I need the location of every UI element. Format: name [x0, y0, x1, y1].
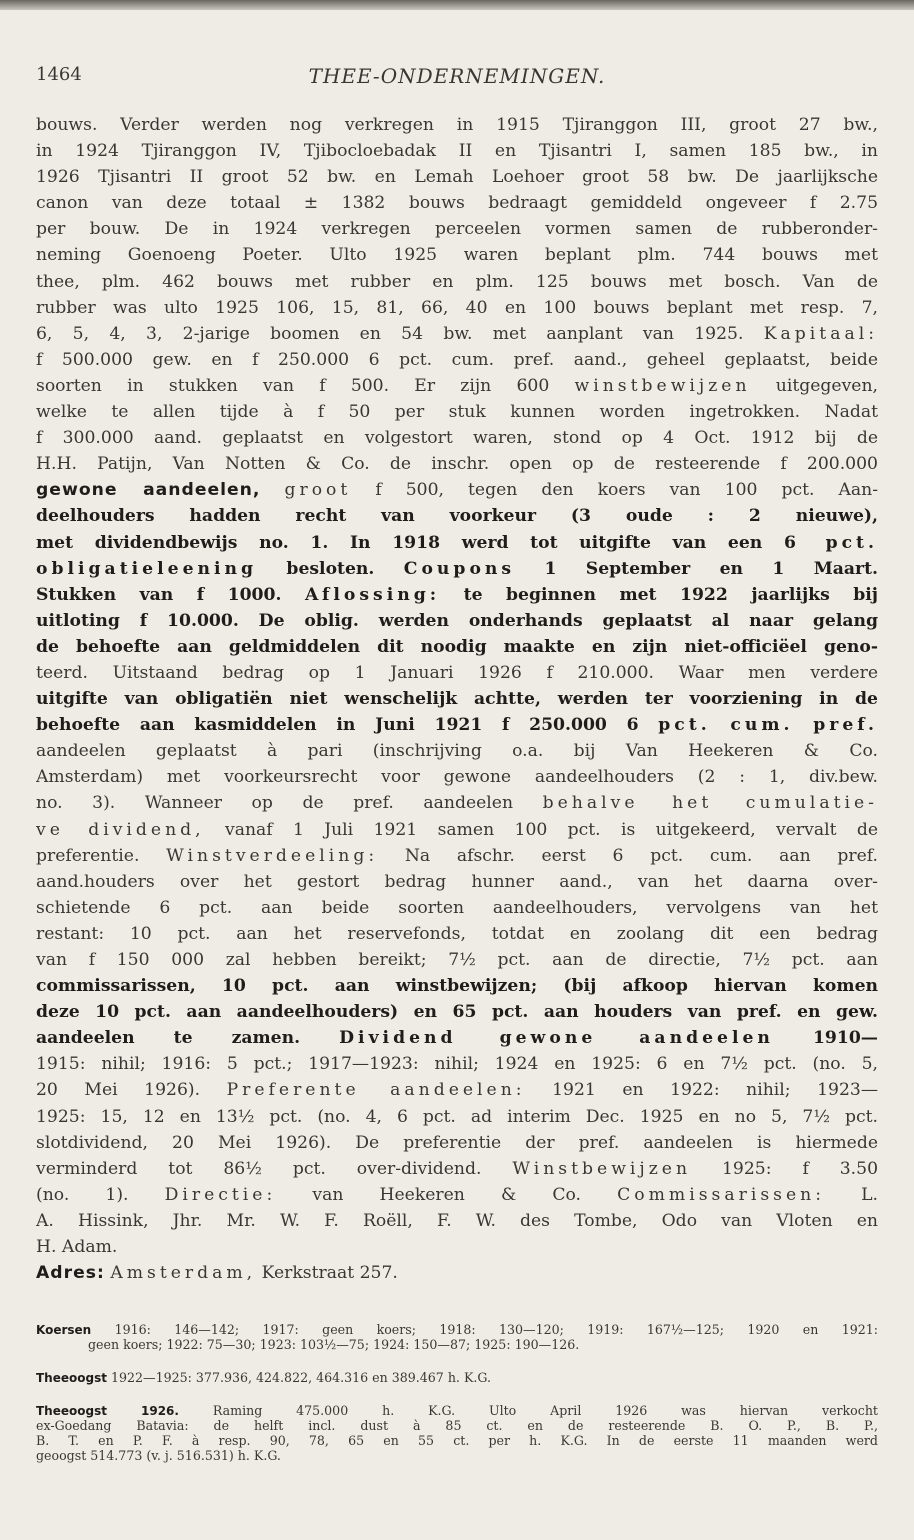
koersen-note: [36, 1322, 878, 1352]
text-line: f 300.000 aand. geplaatst en volgestort waren, stond op 4 Oct. 1912 bij de: [36, 428, 878, 449]
text-line: uitloting f 10.000. De oblig. werden onderhands geplaatst al naar gelang: [36, 610, 878, 631]
text-run: met dividendbewijs no. 1. In 1918 werd tot uitgifte van een: [36, 532, 763, 553]
text-line: schietende 6 pct. aan beide soorten aandeelhouders, vervolgens van het: [36, 897, 878, 918]
note-line: [36, 1370, 878, 1385]
text-line: uitgifte van obligatiën niet wenschelijk achtte, werden ter voorziening in de: [36, 689, 878, 710]
text-line: aandeelen geplaatst à pari (inschrijving o.a. bij Van Heekeren & Co.: [36, 741, 878, 762]
text-line: [36, 1025, 878, 1051]
text-line: 1926 Tjisantri II groot 52 bw. en Lemah Loehoer groot 58 bw. De jaarlijksche: [36, 167, 878, 188]
theeoogst-1926-note: [36, 1403, 878, 1463]
text-line: aand.houders over het gestort bedrag hunner aand., van het daarna over-: [36, 871, 878, 892]
text-line: per bouw. De in 1924 verkregen perceelen vormen samen de rubberonder-: [36, 219, 878, 240]
text-run: preferentie.: [36, 845, 140, 866]
commissarissen-heading: Commissarissen:: [617, 1184, 826, 1205]
text-line: [36, 582, 878, 608]
body-text: [36, 112, 878, 1286]
pct-term: pct.: [658, 715, 711, 736]
text-line: deze 10 pct. aan aandeelhouders) en 65 pct. aan houders van pref. en gew.: [36, 1002, 878, 1023]
winstverdeeling-heading: Winstverdeeling:: [166, 845, 379, 866]
text-run: behoefte aan kasmiddelen in Juni 1921 f 250.000 6: [36, 715, 639, 736]
text-run: no. 3). Wanneer op de pref. aandeelen: [36, 793, 514, 814]
text-run: besloten.: [286, 558, 375, 579]
address-line: [36, 1260, 878, 1286]
text-run: 1921 en 1922: nihil; 1923—: [552, 1080, 878, 1101]
text-line: rubber was ulto 1925 106, 15, 81, 66, 40 en 100 bouws beplant met resp. 7,: [36, 297, 878, 318]
text-line: restant: 10 pct. aan het reservefonds, totdat en zoolang dit een bedrag: [36, 923, 878, 944]
text-line: van f 150 000 zal hebben bereikt; 7½ pct. aan de directie, 7½ pct. aan: [36, 950, 878, 970]
note-text: 1916: 146—142; 1917: geen koers; 1918: 130—120; 1919: 167½—125; 1920 en 1921:: [114, 1322, 878, 1337]
aflossing-heading: Aflossing:: [304, 584, 441, 605]
adres-label: Adres:: [36, 1263, 105, 1284]
text-run: 1925: f 3.50: [721, 1158, 878, 1179]
winstbewijzen-heading: Winstbewijzen: [512, 1158, 692, 1179]
text-run: f 500, tegen den koers van 100 pct. Aan-: [375, 480, 878, 501]
pref-term: pref.: [813, 715, 878, 736]
adres-city: Amsterdam,: [110, 1263, 257, 1284]
text-line: [36, 1077, 878, 1103]
text-run: te beginnen met 1922 jaarlijks bij: [463, 584, 878, 605]
text-line: thee, plm. 462 bouws met rubber en plm. 125 bouws met bosch. Van de: [36, 271, 878, 292]
text-line: [36, 321, 878, 347]
winstbewijzen-term: winstbewijzen: [574, 375, 751, 396]
text-line: Amsterdam) met voorkeursrecht voor gewone aandeelhouders (2 : 1, div.bew.: [36, 767, 878, 788]
text-run: vanaf 1 Juli 1921 samen 100 pct. is uitgekeerd, vervalt de: [224, 819, 878, 840]
text-run: soorten in stukken van f 500. Er zijn 600: [36, 375, 550, 396]
cum-term: cum.: [730, 715, 794, 736]
dividend-term: ve dividend,: [36, 819, 205, 840]
page-number: 1464: [36, 64, 82, 85]
text-run: (no. 1).: [36, 1184, 129, 1205]
text-run: 20 Mei 1926).: [36, 1080, 201, 1101]
coupons-heading: Coupons: [403, 558, 516, 579]
text-run: aandeelen te zamen.: [36, 1028, 301, 1049]
note-line: geen koers; 1922: 75—30; 1923: 103½—75; 1924: 150—87; 1925: 190—126.: [88, 1337, 580, 1352]
note-line: geoogst 514.773 (v. j. 516.531) h. K.G.: [36, 1448, 281, 1463]
gewone-aandeelen-heading: gewone aandeelen,: [36, 480, 261, 501]
text-line: [36, 530, 878, 556]
text-line: welke te allen tijde à f 50 per stuk kunnen worden ingetrokken. Nadat: [36, 402, 878, 423]
theeoogst-label: Theeoogst: [36, 1371, 107, 1385]
running-title: THEE-ONDERNEMINGEN.: [308, 64, 606, 88]
text-run: van Heekeren & Co.: [312, 1184, 582, 1205]
adres-street: Kerkstraat 257.: [261, 1263, 398, 1284]
text-line: [36, 477, 878, 503]
note-line: B. T. en P. F. à resp. 90, 78, 65 en 55 ct. per h. K.G. In de eerste 11 maanden werd: [36, 1433, 878, 1448]
text-run: 6, 5, 4, 3, 2-jarige boomen en 54 bw. met aanplant van 1925.: [36, 323, 744, 344]
text-line: A. Hissink, Jhr. Mr. W. F. Roëll, F. W. des Tombe, Odo van Vloten en: [36, 1210, 878, 1231]
preferente-heading: Preferente aandeelen:: [226, 1080, 526, 1101]
text-line: de behoefte aan geldmiddelen dit noodig maakte en zijn niet-officiëel geno-: [36, 636, 878, 657]
text-run: 1 September en 1 Maart.: [544, 558, 878, 579]
text-line: [36, 373, 878, 399]
text-line: deelhouders hadden recht van voorkeur (3 oude : 2 nieuwe),: [36, 506, 878, 527]
kapitaal-heading: Kapitaal:: [763, 323, 878, 344]
koersen-label: Koersen: [36, 1323, 92, 1337]
obligatieleening-heading: obligatieleening: [36, 558, 258, 579]
text-line: [36, 712, 878, 738]
text-run: L.: [861, 1184, 878, 1205]
behalve-cumulatieve-term: behalve het cumulatie-: [542, 793, 878, 814]
text-line: [36, 556, 878, 582]
text-line: neming Goenoeng Poeter. Ulto 1925 waren beplant plm. 744 bouws met: [36, 245, 878, 266]
theeoogst-1926-label: Theeoogst 1926.: [36, 1404, 179, 1418]
text-line: H. Adam.: [36, 1237, 118, 1258]
text-line: [36, 843, 878, 869]
text-line: [36, 817, 878, 843]
pct-term: 6 pct.: [783, 532, 878, 553]
running-head: [36, 64, 878, 94]
text-line: f 500.000 gew. en f 250.000 6 pct. cum. pref. aand., geheel geplaatst, beide: [36, 349, 878, 370]
text-line: [36, 1182, 878, 1208]
note-text: Raming 475.000 h. K.G. Ulto April 1926 was hiervan verkocht: [212, 1403, 878, 1418]
text-line: [36, 790, 878, 816]
groot-term: groot: [284, 480, 352, 501]
note-line: [36, 1322, 878, 1337]
text-line: slotdividend, 20 Mei 1926). De preferentie der pref. aandeelen is hiermede: [36, 1132, 878, 1153]
note-text: 1922—1925: 377.936, 424.822, 464.316 en 389.467 h. K.G.: [110, 1370, 491, 1385]
text-line: commissarissen, 10 pct. aan winstbewijzen; (bij afkoop hiervan komen: [36, 976, 878, 997]
text-line: H.H. Patijn, Van Notten & Co. de inschr. open op de resteerende f 200.000: [36, 454, 878, 475]
text-line: canon van deze totaal ± 1382 bouws bedraagt gemiddeld ongeveer f 2.75: [36, 193, 878, 214]
text-run: Na afschr. eerst 6 pct. cum. aan pref.: [404, 845, 878, 866]
text-line: 1915: nihil; 1916: 5 pct.; 1917—1923: nihil; 1924 en 1925: 6 en 7½ pct. (no. 5,: [36, 1054, 878, 1075]
dividend-gewone-heading: Dividend gewone aandeelen: [339, 1028, 774, 1049]
text-run: uitgegeven,: [775, 375, 878, 396]
theeoogst-note: [36, 1370, 878, 1385]
scan-top-edge: [0, 0, 914, 10]
text-line: 1925: 15, 12 en 13½ pct. (no. 4, 6 pct. ad interim Dec. 1925 en no 5, 7½ pct.: [36, 1106, 878, 1127]
text-run: 1910—: [812, 1028, 878, 1049]
text-run: verminderd tot 86½ pct. over-dividend.: [36, 1158, 482, 1179]
text-line: in 1924 Tjiranggon IV, Tjibocloebadak II en Tjisantri I, samen 185 bw., in: [36, 141, 878, 162]
text-line: bouws. Verder werden nog verkregen in 1915 Tjiranggon III, groot 27 bw.,: [36, 115, 878, 135]
footnotes: [36, 1322, 878, 1481]
text-run: Stukken van f 1000.: [36, 584, 282, 605]
note-line: ex-Goedang Batavia: de helft incl. dust à 85 ct. en de resteerende B. O. P., B. P.,: [36, 1418, 878, 1433]
directie-heading: Directie:: [164, 1184, 277, 1205]
text-line: teerd. Uitstaand bedrag op 1 Januari 1926 f 210.000. Waar men verdere: [36, 662, 878, 683]
note-line: [36, 1403, 878, 1418]
text-line: [36, 1156, 878, 1182]
